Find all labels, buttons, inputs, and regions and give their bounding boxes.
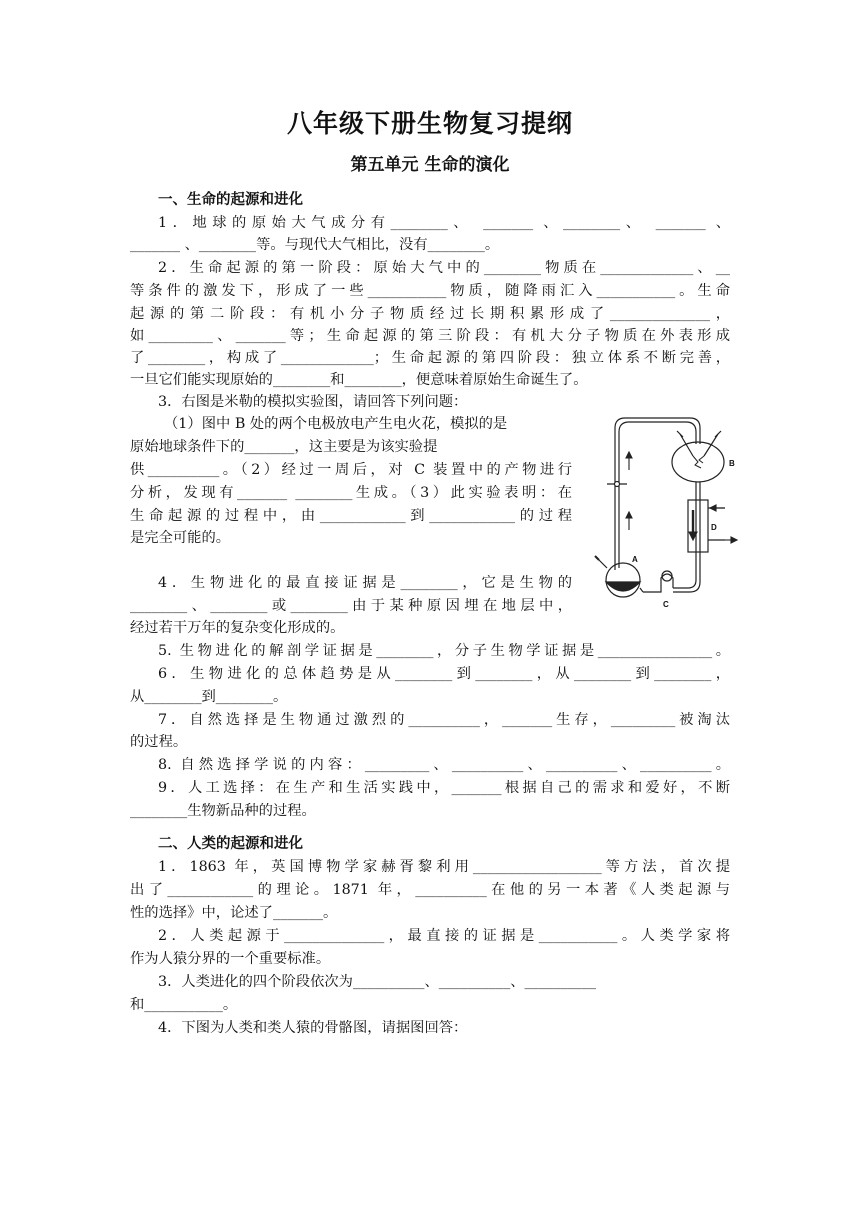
text-line: 从________到________。 xyxy=(130,689,288,705)
text-line: _______ 、________等。与现代大气相比，没有________。 xyxy=(130,237,500,253)
text-line: 了________，构成了_____________；生命起源的第四阶段：独立体系不断完善， xyxy=(130,350,730,366)
text-line: 等条件的激发下，形成了一些___________物质，随降雨汇入___________。生命 xyxy=(130,283,730,299)
text-line: 起源的第二阶段：有机小分子物质经过长期积累形成了______________， xyxy=(130,306,730,322)
text-line: 9．人工选择：在生产和生活实践中，_______根据自己的需求和爱好，不断 xyxy=(158,780,730,796)
text-line: 如_________、_______等；生命起源的第三阶段：有机大分子物质在外表形成 xyxy=(130,328,730,344)
label-a: A xyxy=(632,555,638,564)
text-line: 2．生命起源的第一阶段：原始大气中的________物质在_____________、__ xyxy=(158,260,730,276)
text-line: （1）图中 B 处的两个电极放电产生电火花，模拟的是 xyxy=(164,416,508,432)
text-line: 性的选择》中，论述了_______。 xyxy=(130,905,338,921)
text-line: 7．自然选择是生物通过激烈的__________，_______生存，_________被淘汰 xyxy=(158,712,730,728)
text-line: 1．1863 年，英国博物学家赫胥黎利用__________________等方法，首次提 xyxy=(158,859,730,875)
condenser-d xyxy=(688,500,708,552)
text-line: 供__________。（2）经过一周后，对 C 装置中的产物进行 xyxy=(130,462,572,478)
text-line: 1．地球的原始大气成分有________、 _______ 、________、 _______ 、 xyxy=(158,215,730,231)
text-line: ________、________或________由于某种原因埋在地层中， xyxy=(130,598,572,614)
text-line: 3．右图是米勒的模拟实验图，请回答下列问题： xyxy=(158,394,468,410)
left-tube xyxy=(615,418,700,570)
boiling-flask-a xyxy=(606,563,640,597)
text-line: 一旦它们能实现原始的________和________，便意味着原始生命诞生了。 xyxy=(130,372,588,388)
label-d: D xyxy=(711,523,717,532)
text-line: 5. 生物进化的解剖学证据是________，分子生物学证据是________________。 xyxy=(158,643,730,659)
text-line: ________生物新品种的过程。 xyxy=(130,803,316,819)
text-line: 出了____________的理论。1871 年，__________在他的另一本著《人类起源与 xyxy=(130,882,730,898)
trap-c xyxy=(643,574,673,592)
text-line: 原始地球条件下的_______，这主要是为该实验提 xyxy=(130,439,438,455)
text-line: 4．下图为人类和类人猿的骨骼图，请据图回答： xyxy=(158,1020,468,1036)
text-line: 4．生物进化的最直接证据是________，它是生物的 xyxy=(158,575,572,591)
text-line: 和___________。 xyxy=(130,997,238,1013)
text-line: 分析，发现有_______ ________生成。（3）此实验表明：在 xyxy=(130,485,572,501)
text-line: 生命起源的过程中，由____________到____________的过程 xyxy=(130,508,572,524)
document-title: 八年级下册生物复习提纲 xyxy=(286,109,573,138)
text-line: 作为人猿分界的一个重要标准。 xyxy=(130,951,331,967)
text-line: 经过若干万年的复杂变化形成的。 xyxy=(130,620,345,636)
section-heading-origin-of-life: 一、生命的起源和进化 xyxy=(158,192,303,208)
unit-subtitle: 第五单元 生命的演化 xyxy=(350,155,510,175)
miller-apparatus-diagram xyxy=(585,410,745,610)
text-line: 6．生物进化的总体趋势是从________到________，从________到________， xyxy=(158,666,730,682)
label-b: B xyxy=(729,459,735,468)
text-line: 是完全可能的。 xyxy=(130,530,231,546)
section-heading-human-origin: 二、人类的起源和进化 xyxy=(158,836,303,852)
label-c: C xyxy=(663,600,669,609)
text-line: 3．人类进化的四个阶段依次为__________、__________、__________ xyxy=(158,974,597,990)
text-line: 8. 自然选择学说的内容：_________、__________、__________、__________。 xyxy=(158,757,730,773)
text-line: 的过程。 xyxy=(130,734,188,750)
text-line: 2．人类起源于______________，最直接的证据是___________。人类学家将 xyxy=(158,928,730,944)
